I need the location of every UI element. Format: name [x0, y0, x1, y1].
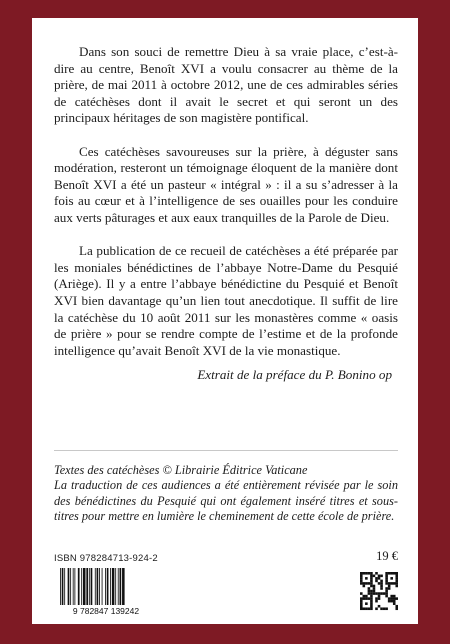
divider: [54, 450, 398, 451]
isbn: ISBN 978284713-924-2: [54, 553, 158, 564]
barcode-digits: 9 782847 139242: [72, 606, 140, 616]
blurb: [54, 44, 398, 384]
paragraph-1: Dans son souci de remettre Dieu à sa vraie place, c’est-à-dire au centre, Benoît XVI a voulu consacrer au thème de la prière, de mai 2011 à octobre 2012, une de ces admirables séries de catéchèses dont il avait le secret et qui seront un des principaux héritages de son magistère pontifical.: [54, 44, 398, 126]
qr-cells: [360, 572, 398, 610]
barcode-bars: [60, 568, 125, 605]
credits: [54, 463, 398, 525]
preface-attribution: Extrait de la préface du P. Bonino op: [197, 367, 392, 383]
paragraph-2: Ces catéchèses savoureuses sur la prière, à déguster sans modération, resteront un témoignage éloquent de la manière dont Benoît XVI a été un pasteur « intégral » : il a su s’adresser à la fois au cœur et à l’intelligence de ses ouailles pour les conduire aux verts pâturages et aux eaux tranquilles de la Parole de Dieu.: [54, 143, 398, 225]
barcode: [54, 568, 158, 616]
qr-code: [360, 566, 398, 616]
price: 19 €: [376, 549, 398, 563]
paragraph-3: La publication de ce recueil de catéchèses a été préparée par les moniales bénédictines de l’abbaye Notre-Dame du Pesquié (Ariège). Il y a entre l’abbaye bénédictine du Pesquié et Benoît XVI bien davantage qu’un lien tout anecdotique. Il suffit de lire la catéchèse du 10 août 2011 sur les monastères comme « oasis de prière » pour se rendre compte de l’estime et de la profonde intelligence qu’avait Benoît XVI de la vie monastique.: [54, 243, 398, 358]
translation-note: La traduction de ces audiences a été entièrement révisée par le soin des bénédictines du Pesquié qui ont également inséré titres et sous-titres pour mettre en lumière le cheminement de cette école de prière.: [54, 478, 398, 524]
back-cover: [32, 18, 418, 624]
copyright-line: Textes des catéchèses © Librairie Éditrice Vaticane: [54, 463, 308, 477]
